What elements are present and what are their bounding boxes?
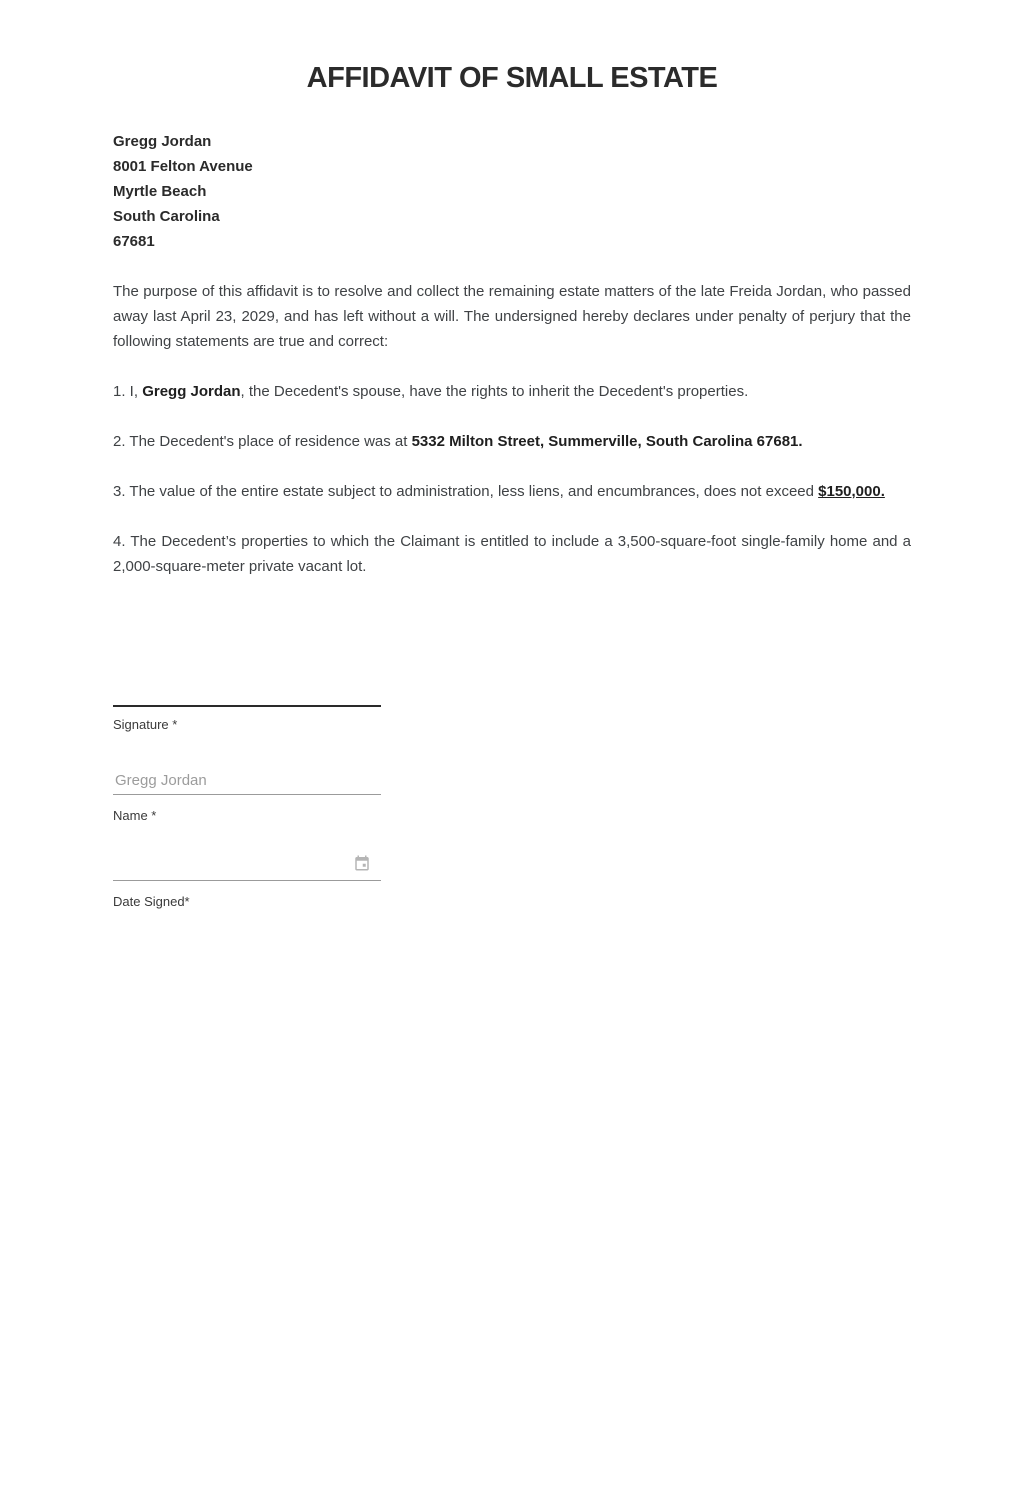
statement-3-bold-amount: $150,000. (818, 483, 885, 500)
statement-4-prefix: 4. The Decedent’s properties to which the Claimant is entitled to include a 3,500-square-foot single-family home and a 2,000-square-meter private vacant lot. (113, 533, 911, 575)
page-title: AFFIDAVIT OF SMALL ESTATE (306, 62, 718, 94)
date-label: Date Signed* (113, 894, 190, 909)
statement-3 (113, 479, 911, 504)
address-state: South Carolina (113, 208, 220, 225)
statement-3-prefix: 3. The value of the entire estate subject to administration, less liens, and encumbrances, does not exceed (113, 483, 819, 500)
statement-1-bold: Gregg Jordan (142, 383, 241, 400)
statement-2 (113, 429, 911, 454)
date-input[interactable] (113, 841, 381, 881)
name-field (113, 755, 381, 795)
statement-1 (113, 379, 911, 404)
address-street: 8001 Felton Avenue (113, 158, 253, 175)
calendar-icon[interactable] (353, 854, 371, 872)
name-input[interactable] (113, 755, 381, 795)
address-name: Gregg Jordan (113, 133, 212, 150)
claimant-address-block (113, 129, 911, 254)
signature-line (113, 705, 381, 707)
signature-label: Signature * (113, 717, 178, 732)
statement-4 (113, 529, 911, 579)
address-city: Myrtle Beach (113, 183, 207, 200)
signature-section (113, 705, 381, 910)
date-field (113, 841, 381, 881)
statement-1-prefix: 1. I, (113, 383, 143, 400)
statement-2-prefix: 2. The Decedent's place of residence was at (113, 433, 412, 450)
statement-1-suffix: , the Decedent's spouse, have the rights to inherit the Decedent's properties. (240, 383, 749, 400)
intro-paragraph (113, 279, 911, 354)
intro-text: The purpose of this affidavit is to resolve and collect the remaining estate matters of the late Freida Jordan, who passed away last April 23, 2029, and has left without a will. The undersigned hereby declares under penalty of perjury that the following statements are true and correct: (113, 283, 911, 350)
name-label: Name * (113, 808, 157, 823)
affidavit-page (0, 63, 1024, 1509)
address-zip: 67681 (113, 233, 155, 250)
statement-2-bold: 5332 Milton Street, Summerville, South Carolina 67681. (411, 433, 803, 450)
